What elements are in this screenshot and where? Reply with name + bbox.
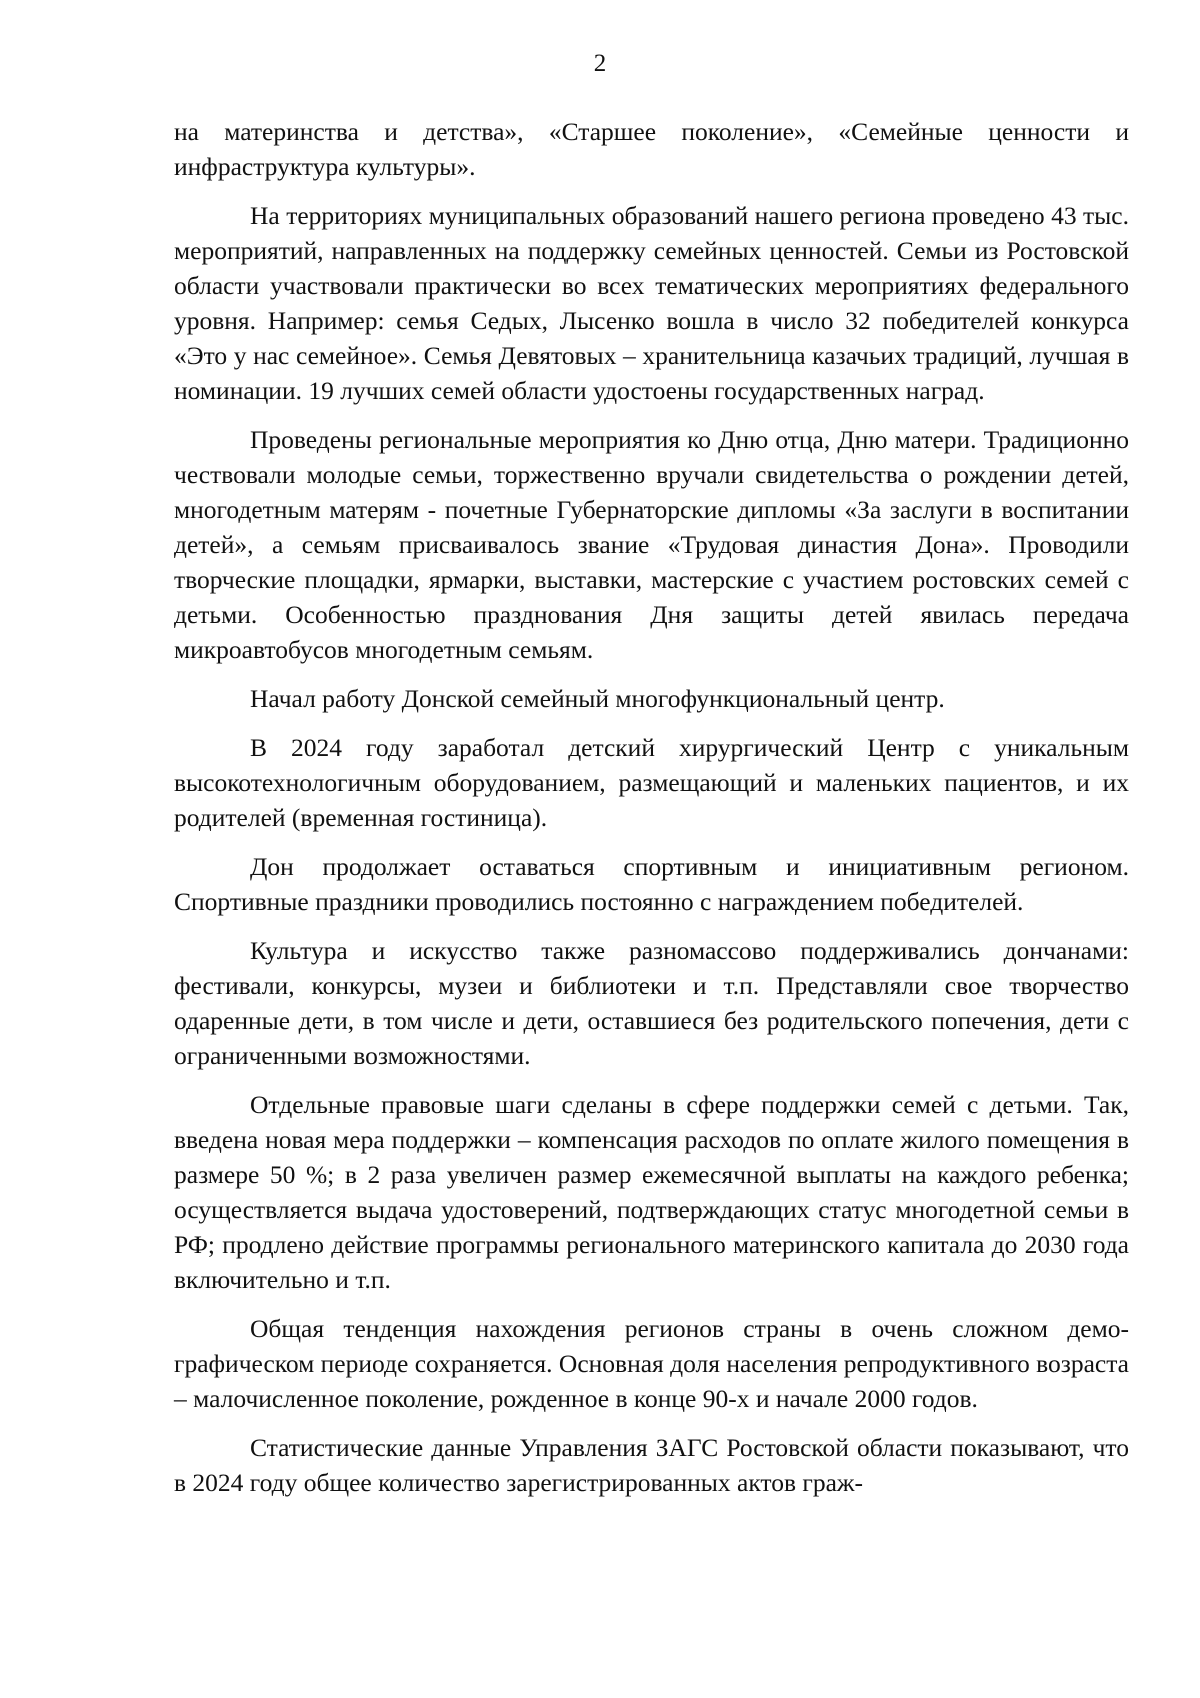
paragraph-surgery-center: В 2024 году заработал детский хирургический Центр с уникальным высокотехнологичным оборудованием, размещающий и маленьких пациентов, и их родителей (временная гостиница).	[174, 733, 1129, 832]
paragraph-continuation: на материнства и детства», «Старшее поколение», «Семейные ценности и инфраструктура культуры».	[174, 117, 1129, 181]
paragraph-culture: Культура и искусство также разномассово поддерживались дончанами: фестивали, конкурсы, музеи и библиотеки и т.п. Представляли свое творчество одаренные дети, в том числе и дети, оставшиеся без родительского попечения, дети с ограниченными возможностями.	[174, 936, 1129, 1070]
paragraph-sport: Дон продолжает оставаться спортивным и инициативным регионом. Спортивные праздники проводились постоянно с награждением победителей.	[174, 852, 1129, 916]
paragraph-family-events: На территориях муниципальных образований нашего региона проведено 43 тыс. мероприятий, направленных на поддержку семейных ценностей. Семьи из Ростовской области участвовали практически во всех тематических мероприятиях федерального уровня. Например: семья Седых, Лысенко вошла в число 32 победителей конкурса «Это у нас семейное». Семья Девятовых – хранительница казачьих традиций, лучшая в номинации. 19 лучших семей области удостоены государственных наград.	[174, 201, 1129, 405]
document-body	[174, 114, 1129, 1514]
page-number: 2	[593, 50, 607, 77]
paragraph-demography: Общая тенденция нахождения регионов страны в очень сложном демографическом периоде сохраняется. Основная доля населения репродуктивного возраста – малочисленное поколение, рожденное в конце 90-х и начале 2000 годов.	[174, 1314, 1129, 1413]
paragraph-family-center: Начал работу Донской семейный многофункциональный центр.	[250, 684, 945, 713]
paragraph-statistics: Статистические данные Управления ЗАГС Ростовской области показывают, что в 2024 году общее количество зарегистрированных актов граж-	[174, 1433, 1129, 1497]
paragraph-legal-support: Отдельные правовые шаги сделаны в сфере поддержки семей с детьми. Так, введена новая мера поддержки – компенсация расходов по оплате жилого помещения в размере 50 %; в 2 раза увеличен размер ежемесячной выплаты на каждого ребенка; осуществляется выдача удостоверений, подтверждающих статус многодетной семьи в РФ; продлено действие программы регионального материнского капитала до 2030 года включительно и т.п.	[174, 1090, 1129, 1294]
paragraph-regional-events: Проведены региональные мероприятия ко Дню отца, Дню матери. Традиционно чествовали молодые семьи, торжественно вручали свидетельства о рождении детей, многодетным матерям - почетные Губернаторские дипломы «За заслуги в воспитании детей», а семьям присваивалось звание «Трудовая династия Дона». Проводили творческие площадки, ярмарки, выставки, мастерские с участием ростовских семей с детьми. Особенностью празднования Дня защиты детей явилась передача микроавтобусов многодетным семьям.	[174, 425, 1129, 664]
